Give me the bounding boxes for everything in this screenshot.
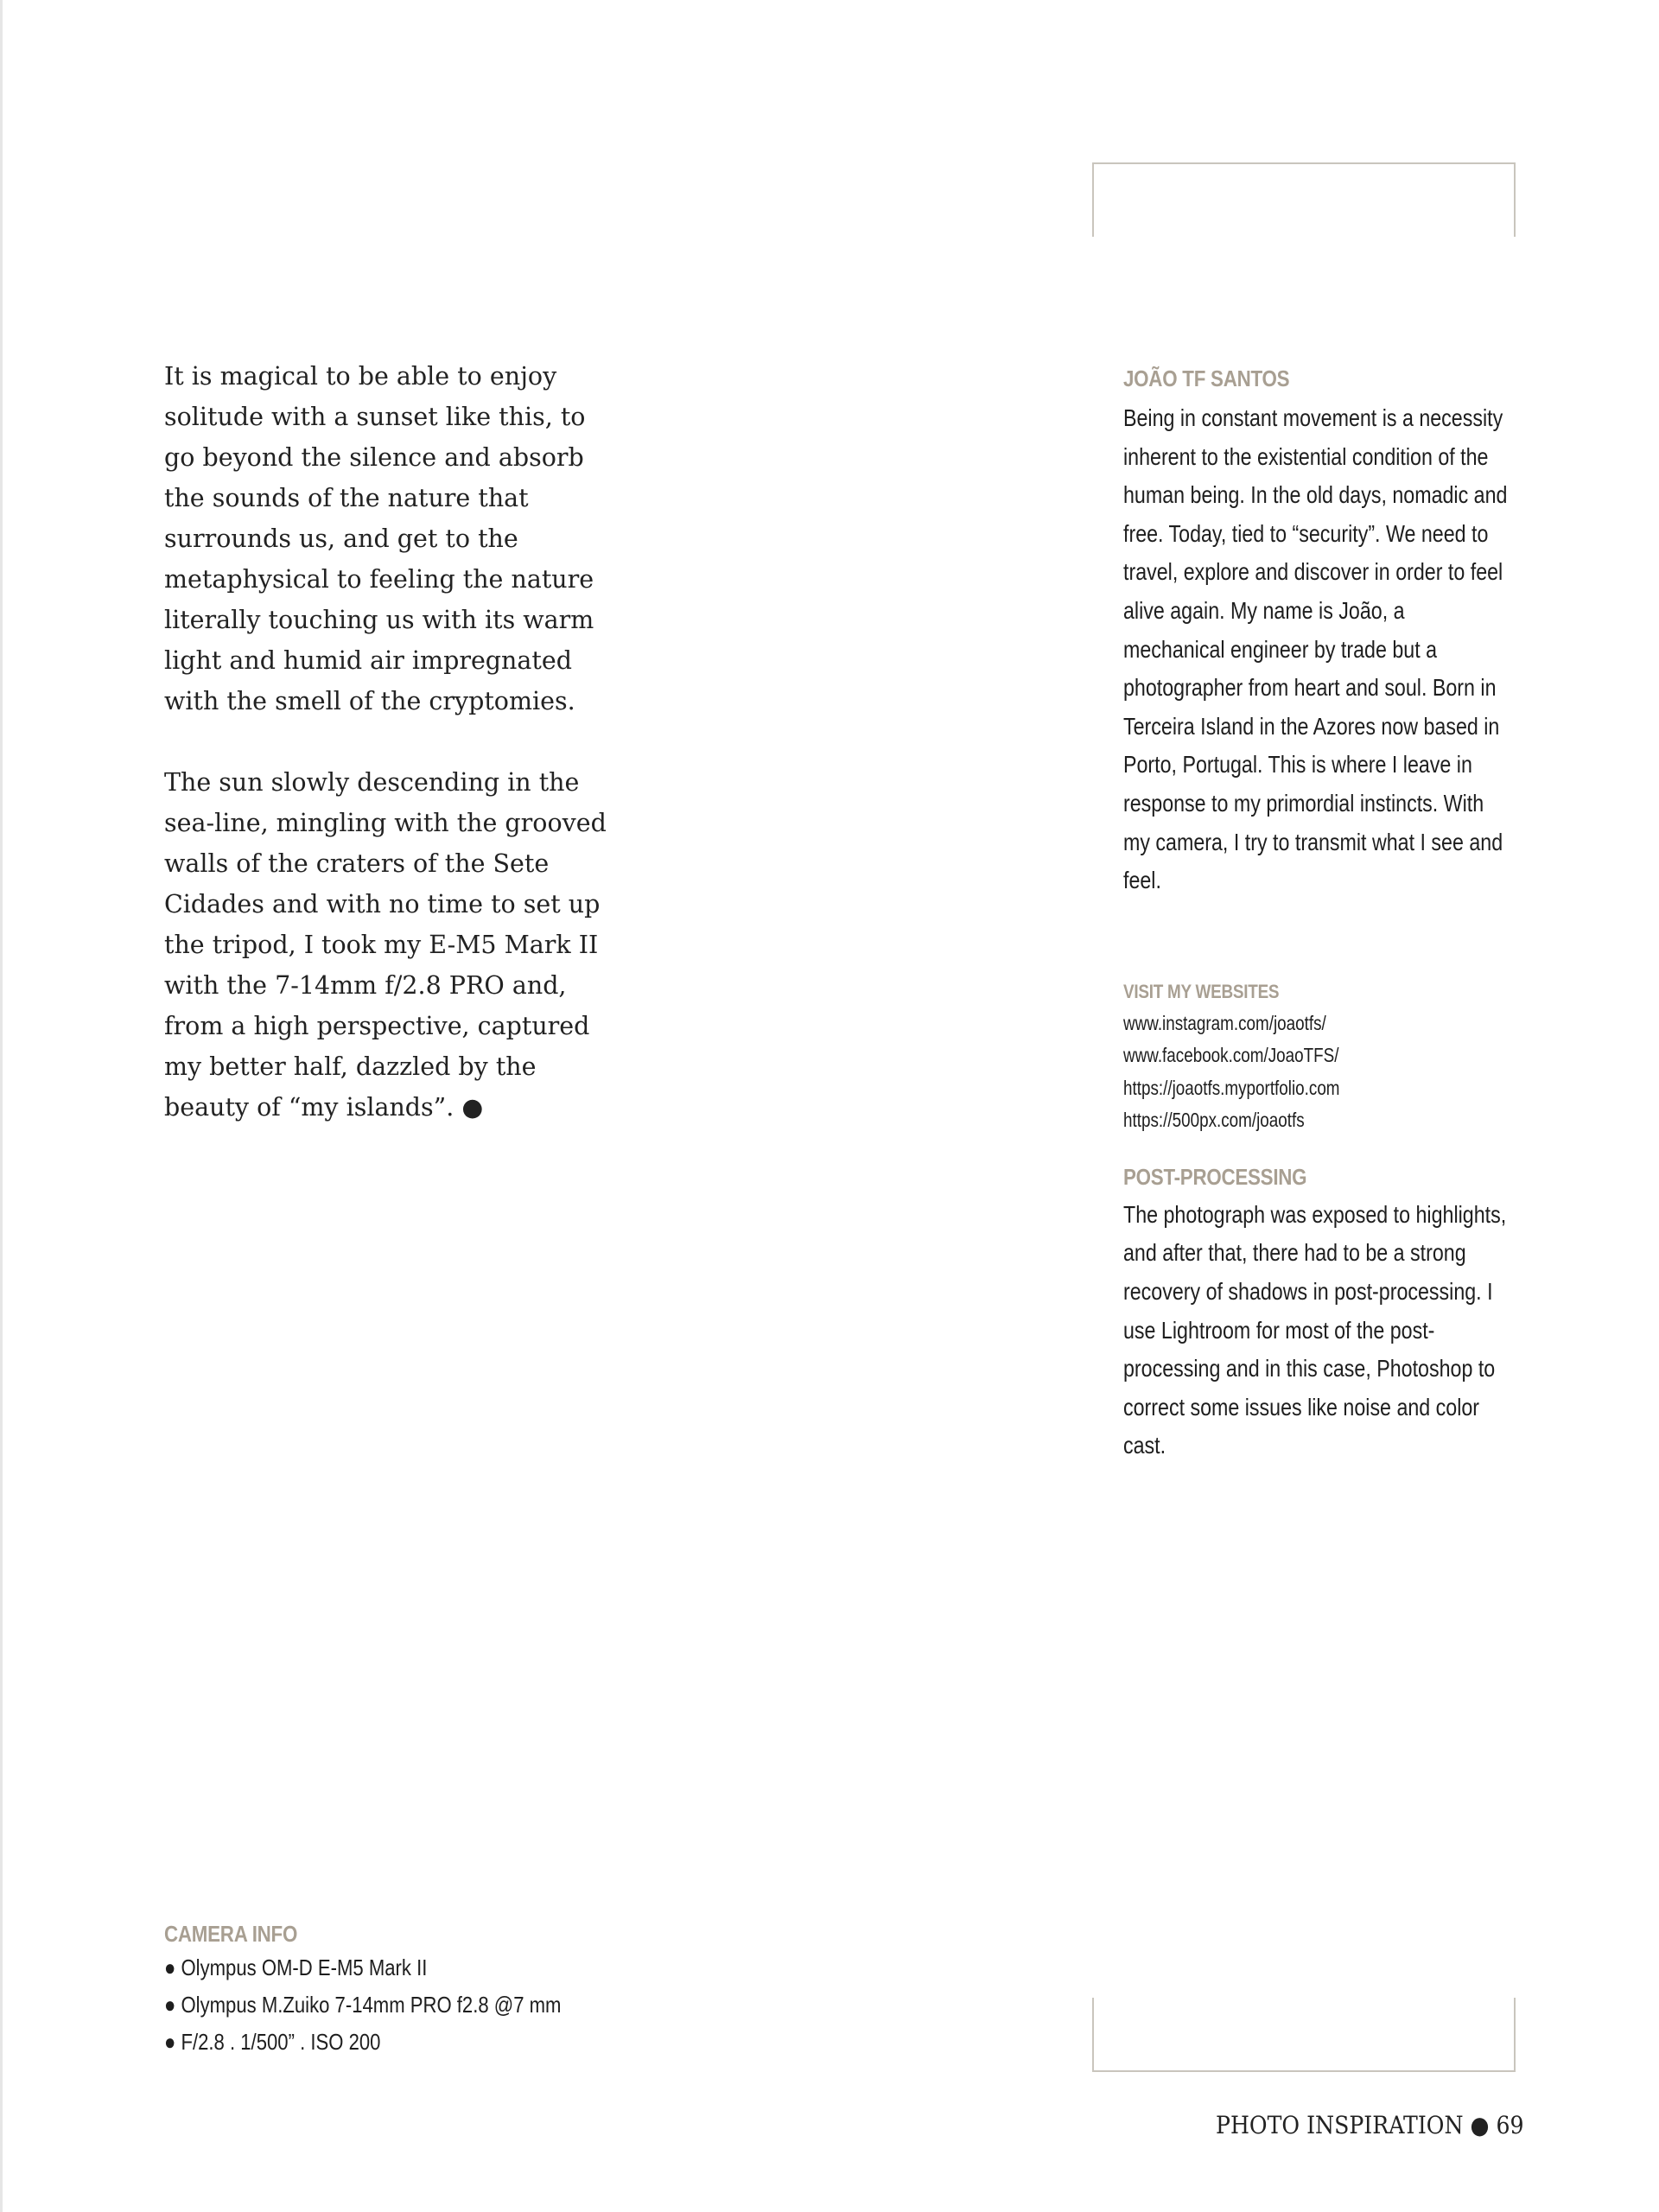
author-bio: Being in constant movement is a necessity inherent to the existential condition of the human being. In the old days, nomadic and free. Today, tied to “security”. We need to travel, explore and discover in order to feel alive again. My name is João, a mechanical engineer by trade but a photographer from heart and soul. Born in Terceira Island in the Azores now based in Porto, Portugal. This is where I leave in response to my primordial instincts. With my camera, I try to transmit what I see and feel. — [1123, 404, 1508, 894]
website-list — [1123, 1007, 1529, 1137]
author-sidebar — [1123, 363, 1529, 1465]
author-name: JOÃO TF SANTOS — [1123, 365, 1290, 391]
website-facebook-link[interactable]: www.facebook.com/JoaoTFS/ — [1123, 1044, 1339, 1067]
website-portfolio-link[interactable]: https://joaotfs.myportfolio.com — [1123, 1076, 1340, 1099]
websites-heading: VISIT MY WEBSITES — [1123, 980, 1280, 1002]
post-processing-text: The photograph was exposed to highlights, and after that, there had to be a strong recovery of shadows in post-processing. I use Lightroom for most of the post-processing and in this case, Photoshop to correct some issues like noise and color cast. — [1123, 1200, 1507, 1459]
page-folio: PHOTO INSPIRATION ● 69 — [1216, 2111, 1524, 2139]
website-instagram-link[interactable]: www.instagram.com/joaotfs/ — [1123, 1011, 1326, 1034]
article-paragraph-1: It is magical to be able to enjoy solitude with a sunset like this, to go beyond the silence and absorb the sounds of the nature that surrounds us, and get to the metaphysical to feeling the nature literally touching us with its warm light and humid air impregnated with the smell of the cryptomies. — [164, 362, 594, 715]
page-edge — [0, 0, 3, 2212]
decorative-frame-top — [1092, 162, 1516, 237]
website-500px-link[interactable]: https://500px.com/joaotfs — [1123, 1109, 1305, 1132]
camera-info-heading: CAMERA INFO — [164, 1921, 298, 1947]
camera-lens-item: ● Olympus M.Zuiko 7-14mm PRO f2.8 @7 mm — [164, 1992, 562, 2018]
camera-info — [164, 1918, 769, 2061]
post-processing-heading: POST-PROCESSING — [1123, 1163, 1307, 1190]
camera-settings-item: ● F/2.8 . 1/500” . ISO 200 — [164, 2029, 381, 2055]
decorative-frame-bottom — [1092, 1998, 1516, 2072]
camera-body-item: ● Olympus OM-D E-M5 Mark II — [164, 1955, 428, 1980]
article-body — [164, 356, 613, 1168]
article-paragraph-2: The sun slowly descending in the sea-line, mingling with the grooved walls of the craters of the Sete Cidades and with no time to set up the tripod, I took my E-M5 Mark II with the 7-14mm f/2.8 PRO and, from a high perspective, captured my better half, dazzled by the beauty of “my islands”. ● — [164, 768, 607, 1122]
